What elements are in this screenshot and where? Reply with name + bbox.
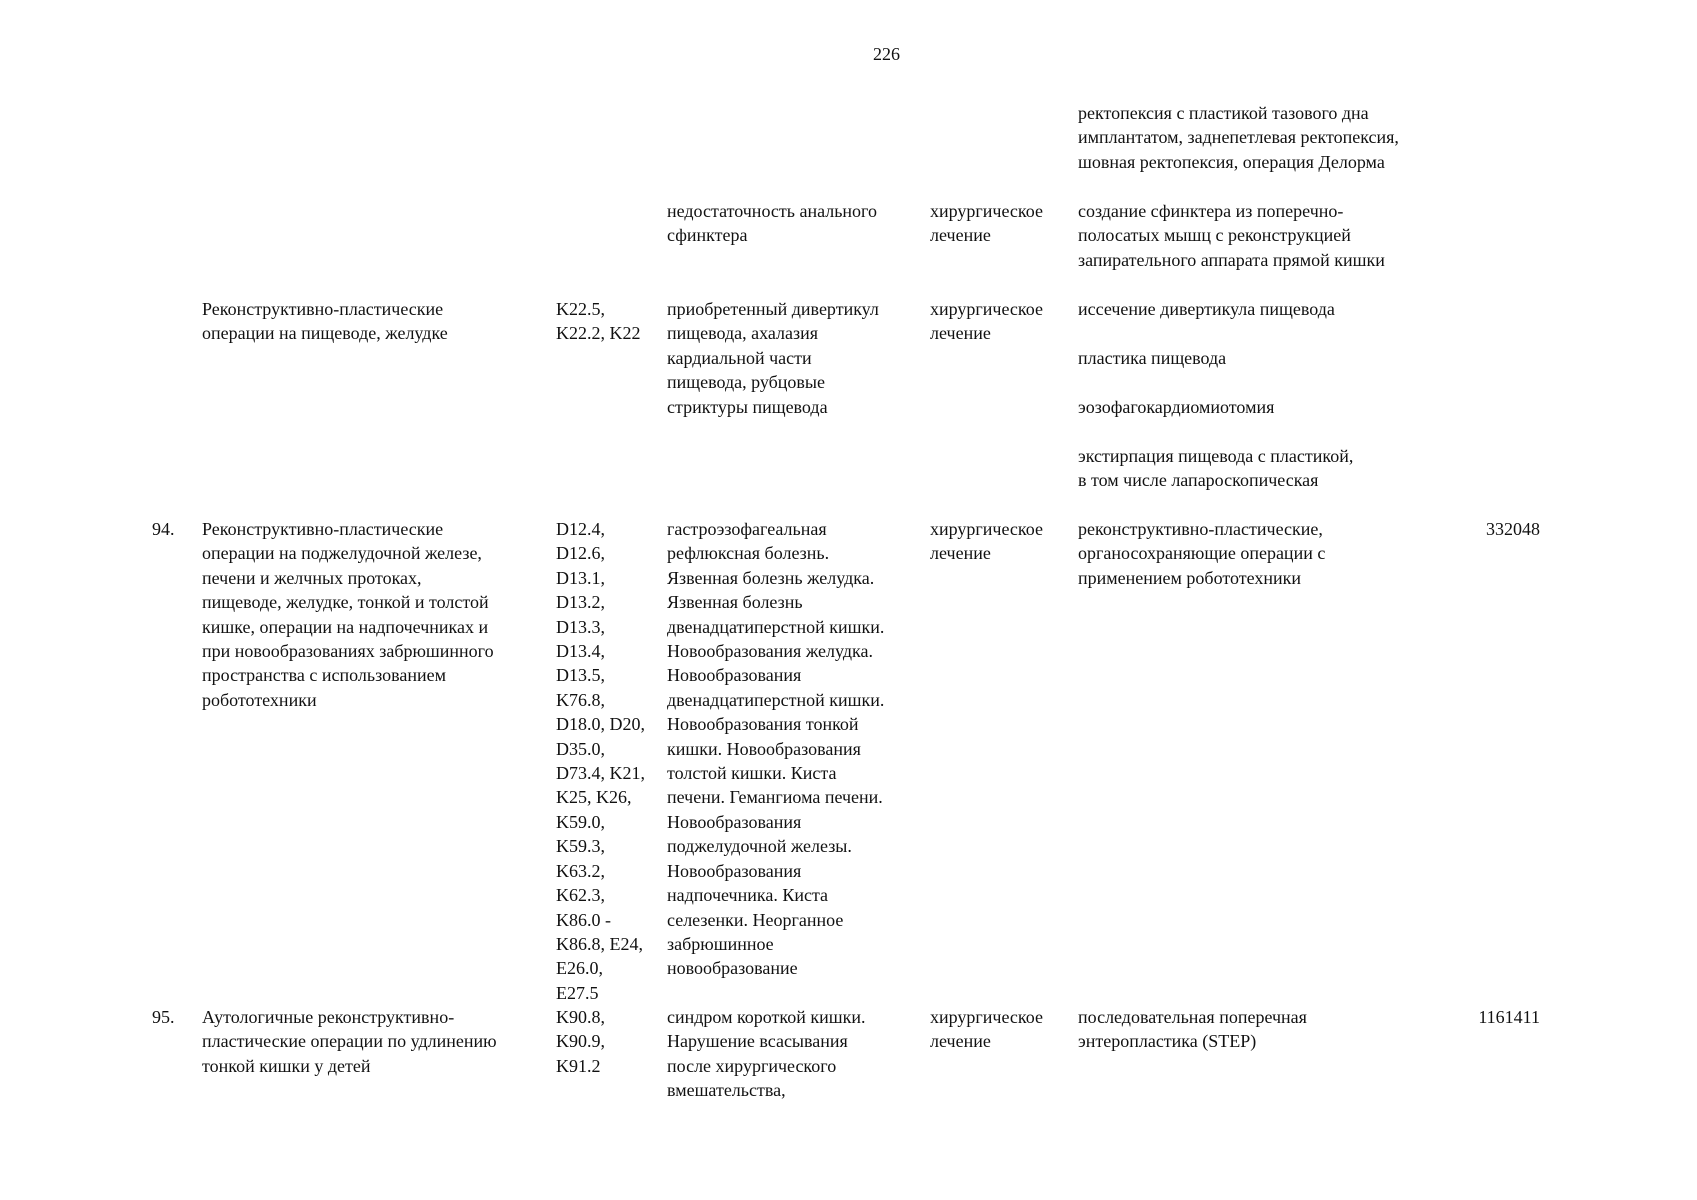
text-line: K76.8, [556, 689, 605, 710]
text-line: лечение [930, 543, 991, 564]
r3-method-3 [1078, 395, 1478, 419]
text-line: полосатых мышц с реконструкцией [1078, 225, 1351, 246]
text-line: операции на пищеводе, желудке [202, 323, 448, 344]
text-line: D13.5, [556, 665, 605, 686]
text-line: забрюшинное [667, 933, 774, 954]
text-line: хирургическое [930, 299, 1043, 319]
r2-method-cell [1078, 199, 1478, 272]
text-line: D13.2, [556, 592, 605, 613]
text-line: D13.1, [556, 567, 605, 588]
r94-method-cell [1078, 517, 1478, 590]
text-line: лечение [930, 323, 991, 344]
text-line: D73.4, K21, [556, 763, 645, 784]
text-line: D18.0, D20, [556, 714, 645, 735]
text-line: Язвенная болезнь [667, 592, 803, 613]
text-line: в том числе лапароскопическая [1078, 470, 1319, 491]
text-line: хирургическое [930, 1007, 1043, 1027]
r3-treatment-type-cell [930, 297, 1070, 346]
text-line: применением робототехники [1078, 567, 1301, 588]
r2-diagnosis-cell [667, 199, 923, 248]
text-line: после хирургического [667, 1055, 837, 1076]
text-line: эозофагокардиомиотомия [1078, 397, 1275, 417]
text-line: лечение [930, 1031, 991, 1052]
text-line: K59.0, [556, 811, 605, 832]
text-line: Новообразования [667, 811, 802, 832]
text-line: органосохраняющие операции с [1078, 543, 1326, 564]
text-line: пластические операции по удлинению [202, 1031, 497, 1052]
text-line: Новообразования желудка. [667, 641, 873, 662]
text-line: синдром короткой кишки. [667, 1007, 866, 1027]
text-line: стриктуры пищевода [667, 396, 828, 417]
text-line: тонкой кишки у детей [202, 1055, 371, 1076]
text-line: D13.4, [556, 641, 605, 662]
r3-diagnosis-cell [667, 297, 923, 419]
text-line: пищеводе, желудке, тонкой и толстой [202, 592, 489, 613]
text-line: пищевода, ахалазия [667, 323, 819, 344]
text-line: реконструктивно-пластические, [1078, 519, 1323, 539]
text-line: вмешательства, [667, 1080, 786, 1101]
text-line: приобретенный дивертикул [667, 299, 879, 319]
text-line: пространства с использованием [202, 665, 446, 686]
r3-method-4 [1078, 444, 1478, 493]
text-line: Новообразования [667, 665, 802, 686]
text-line: рефлюксная болезнь. [667, 543, 830, 564]
text-line: Новообразования [667, 860, 802, 881]
r94-number-cell [152, 517, 192, 541]
text-line: недостаточность анального [667, 201, 877, 221]
text-line: хирургическое [930, 201, 1043, 221]
text-line: 332048 [1486, 519, 1540, 539]
text-line: пищевода, рубцовые [667, 372, 826, 393]
r94-treatment-type-cell [930, 517, 1070, 566]
text-line: E27.5 [556, 982, 599, 1003]
text-line: запирательного аппарата прямой кишки [1078, 249, 1385, 270]
text-line: кишки. Новообразования [667, 738, 861, 759]
text-line: операции на поджелудочной железе, [202, 543, 482, 564]
text-line: поджелудочной железы. [667, 836, 852, 857]
text-line: экстирпация пищевода с пластикой, [1078, 446, 1354, 466]
text-line: кишке, операции на надпочечниках и [202, 616, 489, 637]
text-line: D12.6, [556, 543, 605, 564]
text-line: ректопексия с пластикой тазового дна [1078, 103, 1369, 123]
r95-number-cell [152, 1005, 192, 1029]
text-line: K90.9, [556, 1031, 605, 1052]
text-line: пластика пищевода [1078, 348, 1227, 368]
r95-diagnosis-cell [667, 1005, 923, 1103]
text-line: двенадцатиперстной кишки. [667, 689, 885, 710]
text-line: 95. [152, 1007, 175, 1027]
text-line: лечение [930, 225, 991, 246]
text-line: D12.4, [556, 519, 605, 539]
text-line: толстой кишки. Киста [667, 763, 837, 784]
text-line: K62.3, [556, 885, 605, 906]
r95-name-cell [202, 1005, 542, 1078]
text-line: 1161411 [1478, 1007, 1540, 1027]
text-line: создание сфинктера из поперечно- [1078, 201, 1344, 221]
r3-method-2 [1078, 346, 1478, 370]
text-line: Язвенная болезнь желудка. [667, 567, 875, 588]
r3-name-cell [202, 297, 542, 346]
text-line: кардиальной части [667, 347, 812, 368]
text-line: Реконструктивно-пластические [202, 299, 444, 319]
text-line: Новообразования тонкой [667, 714, 859, 735]
text-line: K86.8, E24, [556, 933, 643, 954]
text-line: хирургическое [930, 519, 1043, 539]
r95-method-cell [1078, 1005, 1478, 1054]
page-number: 226 [873, 44, 900, 64]
r3-codes-cell [556, 297, 660, 346]
text-line: K91.2 [556, 1055, 601, 1076]
r95-treatment-type-cell [930, 1005, 1070, 1054]
r1-method-cell [1078, 101, 1478, 174]
text-line: новообразование [667, 958, 798, 979]
text-line: имплантатом, заднепетлевая ректопексия, [1078, 127, 1399, 148]
r2-treatment-type-cell [930, 199, 1070, 248]
text-line: K22.2, K22 [556, 323, 641, 344]
text-line: иссечение дивертикула пищевода [1078, 299, 1335, 319]
text-line: Нарушение всасывания [667, 1031, 848, 1052]
text-line: при новообразованиях забрюшинного [202, 641, 494, 662]
text-line: робототехники [202, 689, 317, 710]
r94-name-cell [202, 517, 542, 712]
text-line: K90.8, [556, 1007, 605, 1027]
r94-codes-cell [556, 517, 660, 1005]
r3-method-1 [1078, 297, 1478, 321]
r95-codes-cell [556, 1005, 660, 1078]
text-line: двенадцатиперстной кишки. [667, 616, 885, 637]
text-line: K59.3, [556, 836, 605, 857]
text-line: Аутологичные реконструктивно- [202, 1007, 455, 1027]
text-line: гастроэзофагеальная [667, 519, 827, 539]
text-line: E26.0, [556, 958, 603, 979]
text-line: K22.5, [556, 299, 605, 319]
r94-diagnosis-cell [667, 517, 923, 981]
text-line: K25, K26, [556, 787, 632, 808]
r95-cost-cell [1440, 1005, 1540, 1029]
text-line: сфинктера [667, 225, 748, 246]
text-line: последовательная поперечная [1078, 1007, 1307, 1027]
text-line: 94. [152, 519, 175, 539]
text-line: D13.3, [556, 616, 605, 637]
text-line: Реконструктивно-пластические [202, 519, 444, 539]
text-line: энтеропластика (STEP) [1078, 1031, 1257, 1052]
text-line: D35.0, [556, 738, 605, 759]
text-line: надпочечника. Киста [667, 885, 829, 906]
text-line: K86.0 - [556, 909, 611, 930]
text-line: селезенки. Неорганное [667, 909, 844, 930]
text-line: печени. Гемангиома печени. [667, 787, 883, 808]
text-line: шовная ректопексия, операция Делорма [1078, 151, 1385, 172]
r94-cost-cell [1440, 517, 1540, 541]
text-line: K63.2, [556, 860, 605, 881]
text-line: печени и желчных протоках, [202, 567, 422, 588]
